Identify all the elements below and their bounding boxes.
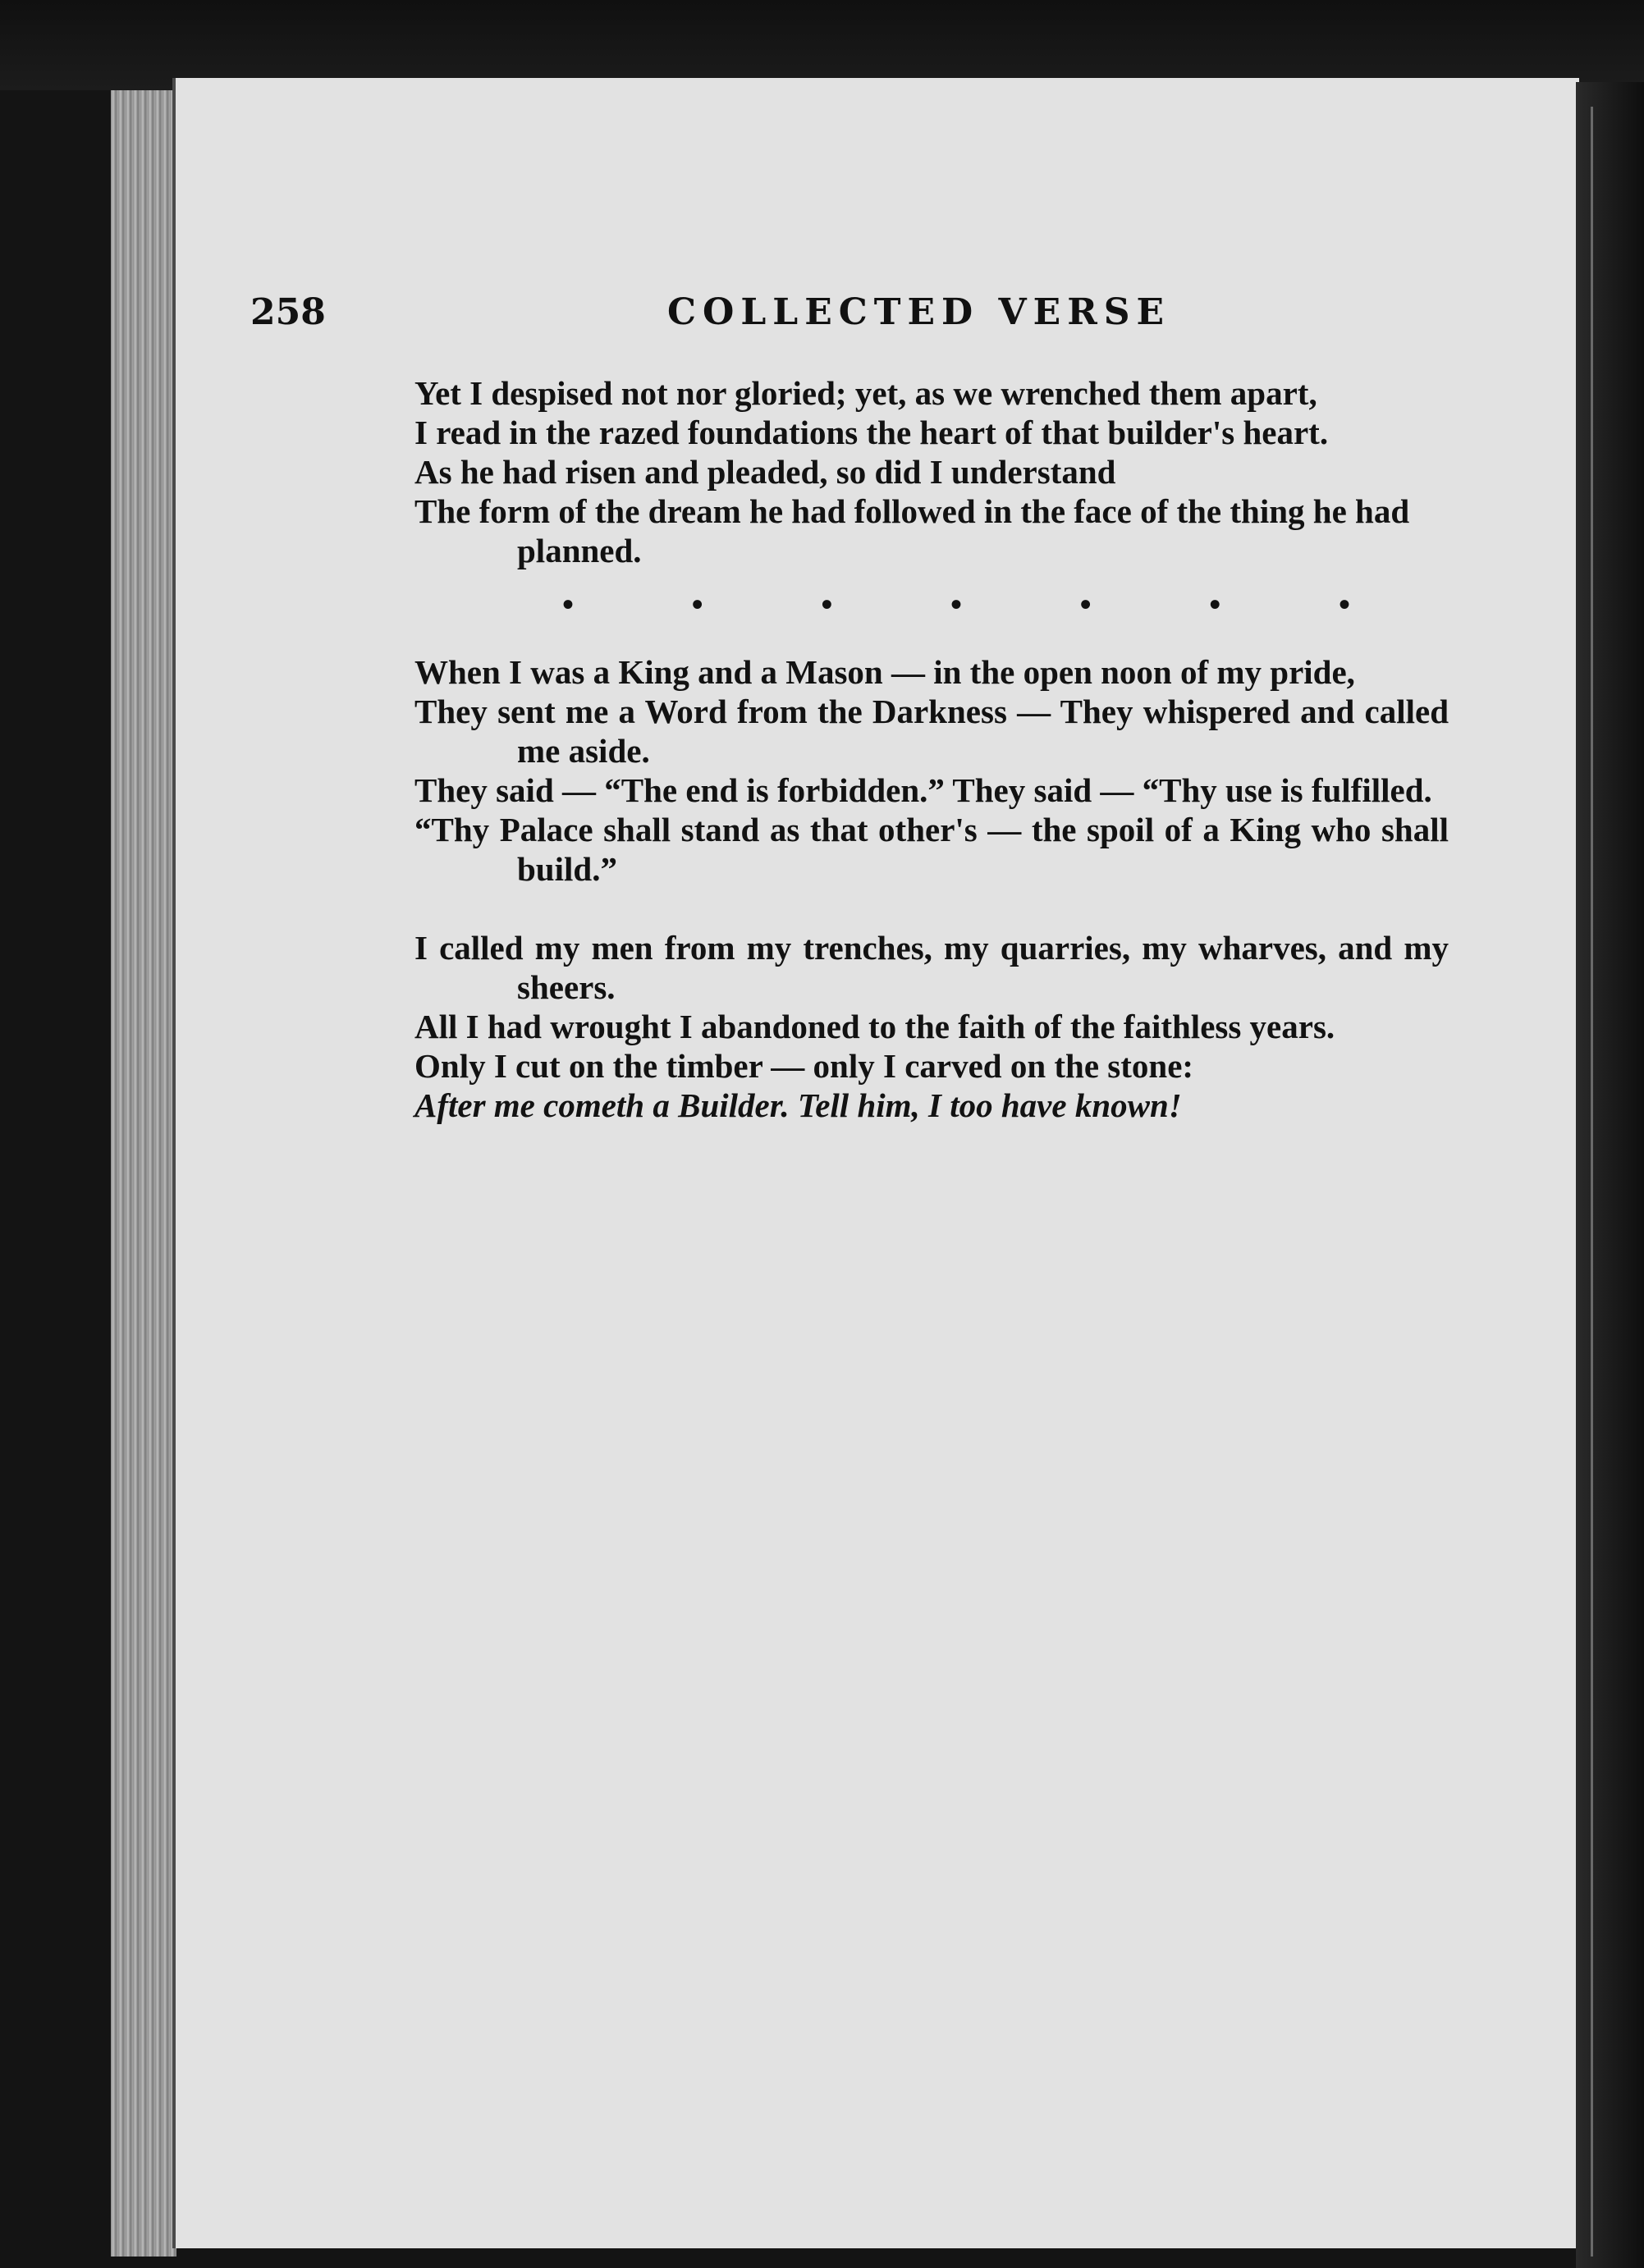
closing-italic-line: After me cometh a Builder. Tell him, I too have known! xyxy=(414,1086,1182,1124)
verse-line: Yet I despised not nor gloried; yet, as we wrenched them apart, xyxy=(414,374,1317,412)
verse-line: Only I cut on the timber — only I carved on the stone: xyxy=(414,1047,1194,1085)
stanza xyxy=(414,373,1449,570)
verse-line: “Thy Palace shall stand as that other's — the spoil of a King who shall build.” xyxy=(414,811,1449,888)
separator-dot: • xyxy=(691,586,703,623)
book-spine-strip xyxy=(111,90,176,2257)
separator-dot: • xyxy=(562,586,575,623)
separator-dot: • xyxy=(950,586,962,623)
section-separator xyxy=(414,588,1449,638)
scan-background-right xyxy=(1576,82,1644,2268)
facing-page-edge xyxy=(1591,107,1593,2257)
poem-body xyxy=(414,373,1449,1125)
verse-line: The form of the dream he had followed in the face of the thing he had planned. xyxy=(414,492,1410,569)
page-header xyxy=(250,291,1219,341)
verse-line: They sent me a Word from the Darkness — They whispered and called me aside. xyxy=(414,693,1449,770)
verse-line: I called my men from my trenches, my quarries, my wharves, and my sheers. xyxy=(414,929,1449,1006)
verse-line: I read in the razed foundations the heart of that builder's heart. xyxy=(414,414,1329,451)
separator-dot: • xyxy=(821,586,833,623)
stanza xyxy=(414,928,1449,1125)
separator-dot: • xyxy=(1209,586,1221,623)
page-number: 258 xyxy=(250,291,326,333)
separator-dot: • xyxy=(1338,586,1350,623)
scan-background-top xyxy=(0,0,1644,90)
verse-line: When I was a King and a Mason — in the open noon of my pride, xyxy=(414,653,1355,691)
stanza xyxy=(414,652,1449,889)
separator-dot: • xyxy=(1079,586,1092,623)
verse-line: As he had risen and pleaded, so did I understand xyxy=(414,453,1116,491)
running-head: COLLECTED VERSE xyxy=(667,291,1171,333)
verse-line: They said — “The end is forbidden.” They said — “Thy use is fulfilled. xyxy=(414,771,1432,809)
verse-line: All I had wrought I abandoned to the faith of the faithless years. xyxy=(414,1008,1335,1045)
